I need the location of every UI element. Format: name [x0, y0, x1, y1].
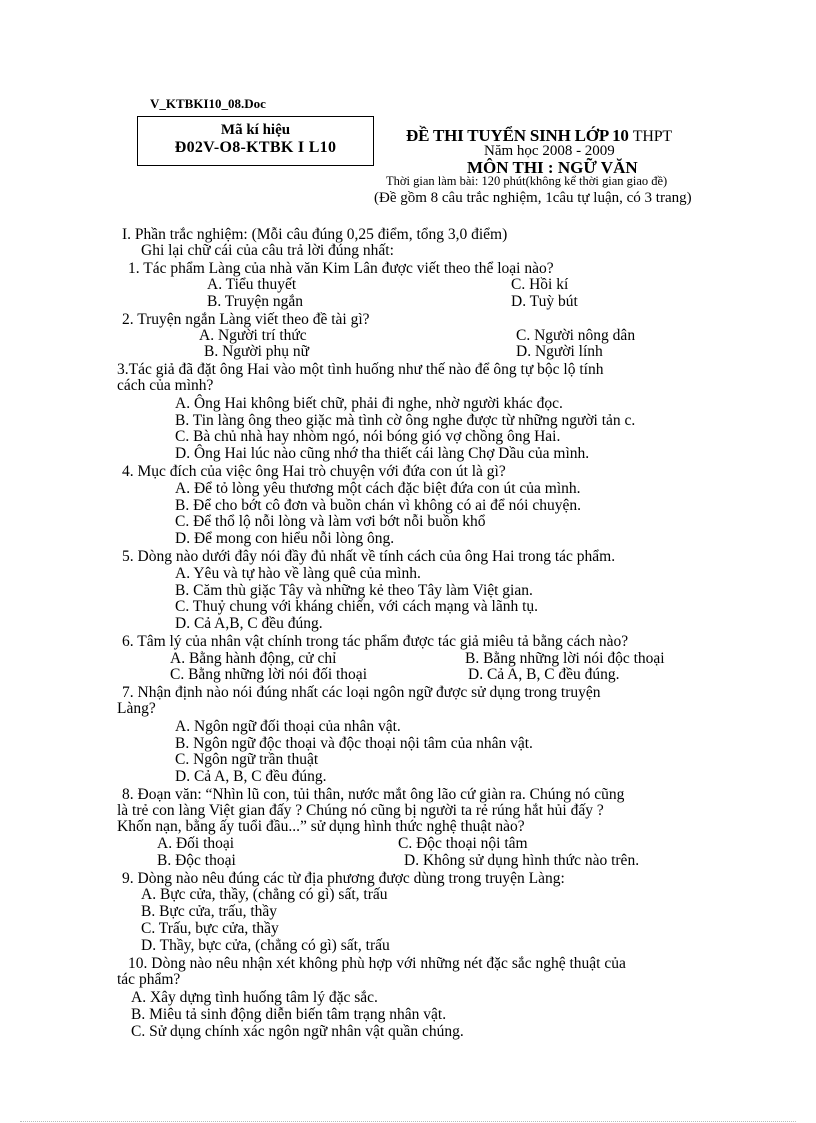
question-7: 7. Nhận định nào nói đúng nhất các loại ngôn ngữ được sử dụng trong truyện: [122, 684, 601, 701]
option-4a: A. Để tỏ lòng yêu thương một cách đặc biệt đứa con út của mình.: [175, 480, 581, 497]
option-3a: A. Ông Hai không biết chữ, phải đi nghe, nhờ người khác đọc.: [175, 395, 563, 412]
option-5a: A. Yêu và tự hào về làng quê của mình.: [175, 565, 421, 582]
option-7a: A. Ngôn ngữ đối thoại của nhân vật.: [175, 718, 401, 735]
option-2b: B. Người phụ nữ: [204, 343, 310, 360]
option-6c: C. Bằng những lời nói đối thoại: [170, 666, 367, 683]
question-3: 3.Tác giả đã đặt ông Hai vào một tình huống như thế nào để ông tự bộc lộ tính: [117, 361, 604, 378]
option-4b: B. Để cho bớt cô đơn và buồn chán vì không có ai để nói chuyện.: [175, 497, 581, 514]
option-7b: B. Ngôn ngữ độc thoại và độc thoại nội tâm của nhân vật.: [175, 735, 533, 752]
school-year: Năm học 2008 - 2009: [484, 143, 615, 159]
code-value: Đ02V-O8-KTBK I L10: [174, 139, 337, 156]
option-4d: D. Để mong con hiểu nỗi lòng ông.: [175, 530, 395, 547]
option-4c: C. Để thổ lộ nỗi lòng và làm vơi bớt nỗi buồn khổ: [175, 513, 486, 530]
option-2c: C. Người nông dân: [516, 327, 636, 344]
option-8a: A. Đối thoại: [157, 835, 235, 852]
option-9c: C. Trấu, bực cửa, thầy: [141, 920, 279, 937]
section-heading: I. Phần trắc nghiệm: (Mỗi câu đúng 0,25 điểm, tổng 3,0 điểm): [122, 226, 508, 243]
question-2: 2. Truyện ngắn Làng viết theo đề tài gì?: [122, 311, 370, 328]
option-6b: B. Bằng những lời nói độc thoại: [465, 650, 665, 667]
exam-title-suffix: THPT: [632, 128, 672, 145]
option-9b: B. Bực cửa, trấu, thầy: [141, 903, 278, 920]
option-2d: D. Người lính: [516, 343, 603, 360]
question-6: 6. Tâm lý của nhân vật chính trong tác phẩm được tác giả miêu tả bằng cách nào?: [122, 633, 629, 650]
option-6d: D. Cả A, B, C đều đúng.: [468, 666, 620, 683]
option-10a: A. Xây dựng tình huống tâm lý đặc sắc.: [131, 989, 378, 1006]
option-7d: D. Cả A, B, C đều đúng.: [175, 768, 327, 785]
option-1a: A. Tiểu thuyết: [207, 276, 297, 293]
file-name: V_KTBKI10_08.Doc: [150, 96, 266, 111]
question-9: 9. Dòng nào nêu đúng các từ địa phương được dùng trong truyện Làng:: [122, 870, 565, 887]
question-4: 4. Mục đích của việc ông Hai trò chuyện với đứa con út là gì?: [122, 463, 506, 480]
question-8-cont-1: là trẻ con làng Việt gian đấy ? Chúng nó cũng bị người ta rẻ rúng hắt hủi đấy ?: [117, 802, 604, 819]
question-3-cont: cách của mình?: [117, 377, 214, 394]
question-7-cont: Làng?: [117, 700, 156, 717]
option-10b: B. Miêu tả sinh động diễn biến tâm trạng nhân vật.: [131, 1006, 447, 1023]
question-1: 1. Tác phẩm Làng của nhà văn Kim Lân được viết theo thể loại nào?: [128, 260, 554, 277]
exam-code-box: [137, 116, 374, 166]
option-2a: A. Người trí thức: [199, 327, 307, 344]
option-10c: C. Sử dụng chính xác ngôn ngữ nhân vật quần chúng.: [131, 1023, 464, 1040]
option-5d: D. Cả A,B, C đều đúng.: [175, 615, 323, 632]
option-9a: A. Bực cửa, thầy, (chẳng có gì) sất, trấu: [141, 886, 388, 903]
question-10-cont: tác phẩm?: [117, 971, 181, 988]
option-5c: C. Thuỷ chung với kháng chiến, với cách mạng và lãnh tụ.: [175, 598, 539, 615]
option-3b: B. Tin làng ông theo giặc mà tình cờ ông nghe được từ những người tản c.: [175, 412, 636, 429]
exam-structure: (Đề gồm 8 câu trắc nghiệm, 1câu tự luận, có 3 trang): [374, 190, 692, 206]
question-8: 8. Đoạn văn: “Nhìn lũ con, tủi thân, nước mắt ông lão cứ giàn ra. Chúng nó cũng: [122, 786, 625, 803]
option-5b: B. Căm thù giặc Tây và những kẻ theo Tây làm Việt gian.: [175, 582, 533, 599]
option-8d: D. Không sử dụng hình thức nào trên.: [404, 852, 640, 869]
exam-title-main: ĐỀ THI TUYỂN SINH LỚP 10: [406, 126, 629, 145]
option-9d: D. Thầy, bực cửa, (chẳng có gì) sất, trấu: [141, 937, 390, 954]
option-7c: C. Ngôn ngữ trần thuật: [175, 751, 319, 768]
option-1b: B. Truyện ngắn: [207, 293, 304, 310]
subject-title: MÔN THI : NGỮ VĂN: [467, 158, 638, 177]
option-1c: C. Hồi kí: [511, 276, 569, 293]
instruction: Ghi lại chữ cái của câu trả lời đúng nhất:: [141, 242, 394, 259]
option-3d: D. Ông Hai lúc nào cũng nhớ tha thiết cái làng Chợ Dầu của mình.: [175, 445, 590, 462]
question-10: 10. Dòng nào nêu nhận xét không phù hợp với những nét đặc sắc nghệ thuật của: [128, 955, 626, 972]
option-6a: A. Bằng hành động, cử chỉ: [170, 650, 337, 667]
option-8c: C. Độc thoại nội tâm: [398, 835, 528, 852]
code-label: Mã kí hiệu: [220, 122, 291, 138]
page-bottom-divider: [20, 1121, 796, 1122]
question-5: 5. Dòng nào dưới đây nói đầy đủ nhất về tính cách của ông Hai trong tác phẩm.: [122, 548, 616, 565]
option-8b: B. Độc thoại: [157, 852, 236, 869]
option-3c: C. Bà chủ nhà hay nhòm ngó, nói bóng gió vợ chồng ông Hai.: [175, 428, 561, 445]
option-1d: D. Tuỳ bút: [511, 293, 578, 310]
exam-duration: Thời gian làm bài: 120 phút(không kể thời gian giao đề): [386, 174, 668, 188]
question-8-cont-2: Khốn nạn, bằng ấy tuổi đầu...” sử dụng hình thức nghệ thuật nào?: [117, 818, 525, 835]
